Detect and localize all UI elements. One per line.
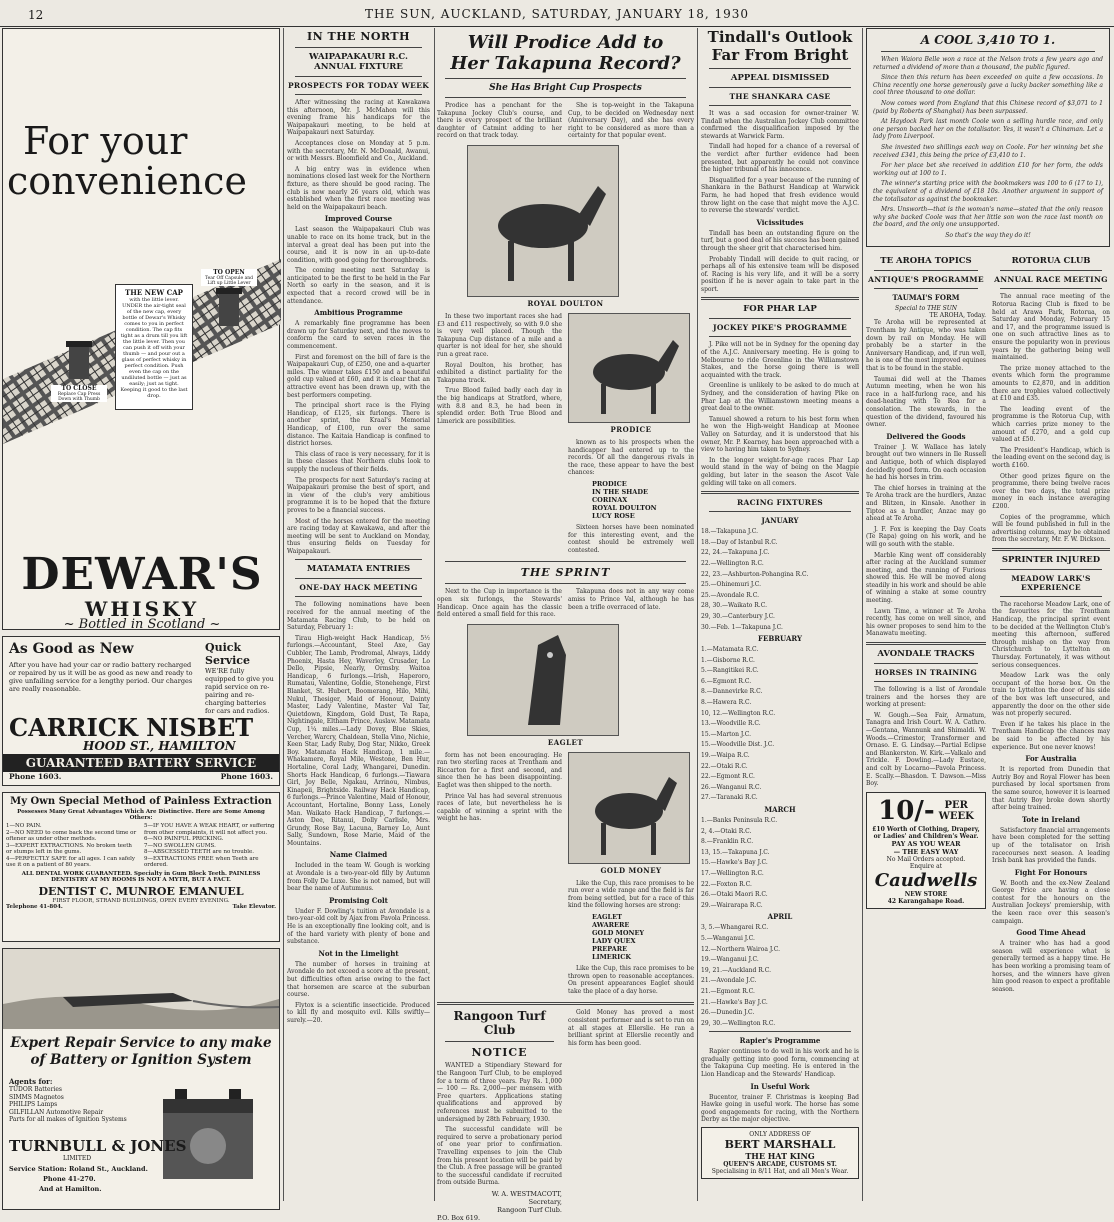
carrick-name: CARRICK NISBET	[9, 713, 254, 742]
pick-item: LADY QUEX	[592, 937, 636, 946]
royal-doulton-caption: ROYAL DOULTON	[527, 298, 604, 308]
subhead: In Useful Work	[750, 1081, 810, 1091]
article-paragraph: Flytox is a scientific insecticide. Produced to kill fly and mosquito evil. Kills swiftly—surely.—20.	[287, 1001, 430, 1024]
gold-money-photo	[568, 752, 690, 864]
rotorua-sub: ANNUAL RACE MEETING	[994, 275, 1108, 285]
aroha-dateline: TE AROHA, Today.	[929, 312, 986, 320]
rotorua-title: ROTORUA CLUB	[1011, 256, 1091, 267]
article-paragraph: Other good prizes figure on the programme, there being twelve races over the two days, the total prize money in each instance averaging £200.	[992, 472, 1110, 510]
fixtures-month: MARCH	[764, 805, 796, 814]
dentist-item: 8—ABSCESSED TEETH are no trouble.	[144, 849, 255, 855]
dewars-headline-1: For your	[23, 119, 188, 163]
phar-lap-title: FOR PHAR LAP	[743, 304, 817, 315]
aroha-special: Special to THE SUN	[894, 305, 958, 313]
rangoon-title: Rangoon Turf Club	[453, 1009, 546, 1038]
gold-money-caption: GOLD MONEY	[600, 865, 662, 875]
subhead: Delivered the Goods	[886, 431, 966, 441]
article-paragraph: Mrs. Unsworth—that is the woman's name—stated that the only reason why she backed Coole was that her little son won the race last month on the board, and the only one unsupported.	[873, 206, 1103, 229]
article-paragraph: J. Pike will not be in Sydney for the opening day of the A.J.C. Anniversary meeting. He is going to Melbourne to ride Greenline in the Williamstown Stakes, and the horse going there is well acquainted with the track.	[701, 341, 859, 379]
fixture-item: 5.—Wanganui J.C.	[701, 934, 755, 942]
to-open-text: Tear Off Capsule and Lift up Little Lever	[201, 276, 257, 286]
subhead: Tote in Ireland	[1022, 814, 1080, 824]
article-paragraph: Now comes word from England that this Chinese record of $3,071 to 1 (paid by Roberts of Shanghai) has been surpassed.	[873, 99, 1103, 115]
fixture-item: 2, 4.—Otaki R.C.	[701, 827, 752, 835]
matamata-title: MATAMATA ENTRIES	[306, 564, 411, 575]
fixture-item: 25.—Ohinemuri J.C.	[701, 581, 762, 589]
article-paragraph: W. Booth and the ex-New Zealand George Price are having a close contest for the honours on the Australian Jockeys' premiership, with the keen race over this season's campaign.	[992, 879, 1110, 925]
rangoon-po-box: P.O. Box 619.	[437, 1213, 481, 1222]
to-close-label: TO CLOSE	[51, 385, 107, 392]
fixture-item: 17.—Wellington R.C.	[701, 869, 764, 877]
prodice-subhead: She Has Bright Cup Prospects	[489, 83, 642, 93]
masthead: THE SUN, AUCKLAND, SATURDAY, JANUARY 18, 1930	[364, 7, 750, 21]
agents-box	[9, 1077, 139, 1124]
fixtures-month: JANUARY	[761, 516, 799, 526]
article-paragraph: Gold Money has proved a most consistent performer and is set to run on at all stages at Ellerslie. He ran a brilliant sprint at Ellerslie recently and his form has been good.	[568, 1009, 694, 1047]
article-paragraph: The prize money attached to the events which form the programme amounts to £2,870, and in addition there are trophies valued collectively at £10 and £35.	[992, 364, 1110, 403]
tindall-title-2: Far From Bright	[711, 46, 849, 64]
caudwells-address: 42 Karangahape Road.	[887, 897, 965, 905]
caudwells-line: PAY AS YOU WEAR	[891, 839, 961, 848]
new-cap-text: with the little lever. UNDER the air-tight seal of the new cap, every bottle of Dewar's Whisky comes to you in perfect condition. The cap fits tight as a drum till you lift the little lever. Then you can push it off with your thumb — and pour out a glass of perfect whisky in perfect condition. Push even the cap on the undiluted bottle — just as easily; just as tight. Keeping it good to the last drop.	[120, 297, 188, 399]
article-paragraph: After witnessing the racing at Kawakawa this afternoon, Mr. J. McMahon will this evening frame his handicaps for the Waipapakauri meeting, to be held at Waipapakauri next Saturday.	[287, 99, 430, 137]
fixture-item: 8.—Franklin R.C.	[701, 838, 754, 846]
fixture-item: 21.—Avondale J.C.	[701, 977, 757, 985]
fixture-item: 27.—Taranaki R.C.	[701, 794, 758, 802]
subhead: For Australia	[1025, 754, 1077, 764]
cool-title: A COOL 3,410 TO 1.	[920, 33, 1056, 47]
article-paragraph: Tamuel showed a return to his best form when he won the High-weight Handicap at Moonee Valley on Saturday, and it is understood that his owner, Mr. P. Kearney, has been approached with a view to having him taken to Sydney.	[701, 415, 859, 454]
dentist-item: 6—NO PAINFUL PRICKING.	[144, 836, 224, 842]
rangoon-paragraph: The successful candidate will be required to serve a probationary period of one year prior to confirmation. Travelling expenses to join the Club from his present location will be paid by the Club. A free passage will be granted to the successful candidate if recruited from outside Burma.	[437, 1126, 562, 1187]
article-paragraph: Satisfactory financial arrangements have been completed for the setting up of the totalisator on Irish racecourses next season. A leading Irish bank has provided the funds.	[992, 826, 1110, 865]
article-paragraph: Probably Tindall will decide to quit racing, or perhaps all of his extensive team will be disposed of. Racing is his very life, and it will be a sorry position if he is never again to take part in the sport.	[701, 255, 859, 293]
dentist-sub: Possesses Many Great Advantages Which Are Distinctive. Here are Some Among Others:	[17, 809, 265, 821]
article-paragraph: Royal Doulton, his brother, has exhibited a distinct partiality for the Takapuna track.	[437, 361, 562, 384]
dewars-headline-2: convenience	[7, 159, 247, 203]
quick-service-box	[205, 641, 275, 715]
fixture-item: 29.—Wairarapa R.C.	[701, 901, 763, 909]
fixture-item: 22, 24.—Takapuna J.C.	[701, 549, 770, 557]
subhead: Not in the Limelight	[318, 948, 399, 958]
caudwells-ad	[866, 792, 986, 909]
page-number: 12	[28, 8, 44, 22]
article-paragraph: True Blood failed badly each day in the big handicaps at Stratford, where, with 8.8 and 8.3, he had been in splendid order. Both True Blood and Limerick are possibilities.	[437, 387, 562, 425]
rangoon-signature: W. A. WESTMACOTT,	[491, 1189, 562, 1198]
article-paragraph: The coming meeting next Saturday is anticipated to be the first to be held in the Far North so early in the season, and it is expected that a record crowd will be in attendance.	[287, 267, 430, 305]
page-header	[0, 4, 1114, 27]
marshall-name: BERT MARSHALL	[724, 1138, 836, 1152]
article-paragraph: In the longer weight-for-age races Phar Lap would stand in the way of being on the Magpie gelding, but later in the season the Ascot Vale gelding will take on all comers.	[701, 456, 859, 487]
turnbull-headline: Expert Repair Service to any make of Battery or Ignition System	[10, 1035, 272, 1068]
article-paragraph: The number of horses in training at Avondale do not exceed a score at the present, but difficulties often arise owing to the fact that horsemen are scarce at the suburban course.	[287, 960, 430, 999]
sprinter-title: SPRINTER INJURED	[1001, 554, 1101, 565]
horse-icon	[569, 753, 689, 863]
pick-list	[592, 480, 694, 520]
pick-item: AWARERE	[592, 921, 630, 930]
dewars-product: WHISKY	[84, 597, 200, 621]
dentist-item: 2—NO NEED to come back the second time or oftener as under other methods.	[6, 829, 137, 842]
article-paragraph: Prodice has a penchant for the Takapuna Jockey Club's course, and there is every prospect of the brilliant daughter of Catmint adding to her record on that track today.	[437, 102, 562, 140]
battery-icon	[153, 1079, 273, 1189]
caudwells-price: 10/-	[878, 795, 935, 826]
eaglet-photo	[467, 624, 619, 736]
fixture-item: 3, 5.—Whangarei R.C.	[701, 924, 769, 932]
turnbull-station: Service Station: Roland St., Auckland.	[9, 1165, 148, 1173]
turnbull-hamilton: And at Hamilton.	[39, 1185, 102, 1193]
marshall-line: THE HAT KING	[745, 1151, 815, 1162]
fixture-item: 25.—Avondale R.C.	[701, 591, 760, 599]
article-paragraph: Prince Val has had several strenuous races of late, but nevertheless he is capable of winning a sprint with the weight he has.	[437, 792, 562, 823]
fixture-item: 26.—Otaki Maori R.C.	[701, 891, 768, 899]
caudwells-line: £10 Worth of Clothing, Drapery, or Ladies' and Children's Wear.	[872, 825, 980, 840]
carrick-phone-left: Phone 1603.	[9, 772, 62, 781]
subhead: Vicissitudes	[756, 217, 804, 227]
rangoon-notice: NOTICE	[471, 1046, 528, 1060]
agent-item: GILFILLAN Automotive Repair	[9, 1108, 104, 1116]
dewars-ad	[2, 28, 280, 630]
dewars-brand: DEWAR'S	[21, 549, 263, 600]
prodice-headline-1: Will Prodice Add to	[467, 32, 664, 53]
article-paragraph: Included in the team W. Gough is working at Avondale is a two-year-old filly by Autumn from Folly De Luxe. She is not named, but will bear the name of Autumnus.	[287, 862, 430, 893]
fixture-item: 12.—Northern Wairoa J.C.	[701, 945, 780, 953]
fixture-item: 1.—Matamata R.C.	[701, 646, 759, 654]
speedboat-illustration	[3, 949, 279, 1029]
horse-icon	[569, 314, 689, 422]
dentist-item: 4—PERFECTLY SAFE for all ages. I can safely use it on a patient of 80 years.	[6, 855, 136, 868]
article-paragraph: Takapuna does not in any way come amiss to Prince Val, although he has been a trifle overraced of late.	[568, 588, 694, 611]
fixture-item: 19.—Waipa R.C.	[701, 752, 750, 760]
tindall-sub1: APPEAL DISMISSED	[730, 73, 830, 83]
article-paragraph: For her place bet she received in addition £10 for her form, the odds working out at 100 to 1.	[873, 162, 1103, 177]
caudwells-line: Enquire at	[909, 862, 943, 870]
dentist-item: 3—EXPERT EXTRACTIONS. No broken teeth or stumps left in the gums.	[6, 842, 132, 855]
aroha-sub: ANTIQUE'S PROGRAMME	[868, 275, 984, 285]
rangoon-paragraph: WANTED a Stipendiary Steward for the Rangoon Turf Club, to be employed for a term of three years. Pay Rs. 1,000 — 100 — Rs. 2,000—per mensem with Free quarters. Applications stating qualifications and approved by references must be submitted to the undersigned by 28th February, 1930.	[437, 1062, 562, 1123]
fixture-item: 19, 21.—Auckland R.C.	[701, 966, 772, 974]
article-paragraph: known as to his prospects when the handicapper had entered up to the records. Of all the dangerous rivals in the race, these appear to have the best chances:	[568, 438, 694, 477]
article-paragraph: Acceptances close on Monday at 5 p.m. with the secretary, Mr. N. McDonald, Awanui, or with Messrs. Bloomfield and Co., Auckland.	[287, 139, 430, 163]
subhead: Name Claimed	[329, 850, 388, 860]
pick-item: EAGLET	[592, 913, 622, 922]
tindall-title-1: Tindall's Outlook	[707, 28, 853, 46]
article-paragraph: Since then this return has been exceeded on quite a few occasions. In China recently one horse generously gave a lucky backer something like a cool three thousand to one dollar.	[873, 74, 1103, 97]
fixture-item: 1.—Gisborne R.C.	[701, 656, 755, 664]
to-close-text: Replace Cap Press Down with Thumb	[51, 392, 107, 402]
article-paragraph: form has not been encouraging. He ran two sterling races at Trentham and Riccarton for a first and second, and since then he has been disappointing. Eaglet was then shipped to the north.	[437, 751, 562, 790]
carrick-address: HOOD ST., HAMILTON	[83, 739, 236, 753]
dentist-title: My Own Special Method of Painless Extraction	[10, 796, 272, 807]
fixture-item: 5.—Rangitikei R.C.	[701, 667, 759, 675]
ads-column	[2, 28, 280, 1201]
quick-service-title: Quick Service	[205, 641, 251, 667]
carrick-title: As Good as New	[9, 641, 134, 657]
carrick-guaranteed: GUARANTEED BATTERY SERVICE	[3, 754, 279, 772]
dentist-ad	[2, 792, 280, 942]
subhead: Promising Colt	[329, 895, 388, 905]
dentist-telephone: Telephone 41-804.	[6, 903, 63, 910]
fixture-item: 8.—Hawera R.C.	[701, 699, 752, 707]
fixture-item: 29, 30.—Canterbury J.C.	[701, 612, 775, 620]
fixture-item: 18.—Takapuna J.C.	[701, 528, 759, 536]
article-paragraph: The chief horses in training at the Te Aroha track are the hurdlers, Anzac and Blitzen, in Kinsale. Another in Tiptoe as a hurdler, Anzac may go ahead at Te Aroha.	[866, 484, 986, 523]
marshall-line: QUEEN'S ARCADE, CUSTOMS ST.	[723, 1161, 837, 1169]
marshall-line: ONLY ADDRESS OF	[749, 1131, 811, 1139]
agents-title: Agents for:	[9, 1077, 53, 1086]
avondale-sub: HORSES IN TRAINING	[874, 668, 978, 678]
quick-service-text: WE'RE fully equipped to give you rapid service on re-pairing and re-charging batteries for cars and radios.	[205, 667, 274, 715]
pick-item: PREPARE	[592, 945, 628, 954]
article-paragraph: The prospects for next Saturday's racing at Waipapakauri promise the best of sport, and in view of the club's very ambitious programme it is to be hoped that the fixture proves to be a financial success.	[287, 476, 430, 514]
entries-list: Tirau High-weight Hack Handicap, 5½ furlongs.—Accountant, Steel Axe, Gay Cubbler, The Lamb, Prodromal, Always, Liddy Phoenix, Hasta Hey, Waverley, Crusader, Lo Dello, Pipsie, Nearly, Ormsby. Waitoa Handicap, 6 furlongs.—Irish, Haperoro, Rumatau, Valentine, Goldie, Stonehenge, First Blanket, St. Hubert, Boomerang, Hilo, Mihi, Nukul, Thesiger, Maid of Honour, Dainty Master, Lady Valentine, Master Val Tar, Quietdown, Kingdom, Gold Dust, Te Rapa, Nightingale, Eltham Prince, Auslaw. Matamata Cup, 1¼ miles.—Lady Dovey, Blue Skies, Vercher, Warcry, Chaldean, Stella Vino, Nichie, Keen Star, Lady Ruby, Dog Star, Nikko, Greek Boy. Matamata Hack Handicap, 1 mile.—Whakamere, Royal Mile, Westone, Ben Hur, Hortaline, Coral Lady, Whangarei, Dunedin. Shorts Hack Handicap, 6 furlongs.—Tiawara Girl, Joy Belle, Ngakau, Arrinou, Nimbus, Kinapeii, Brightside. Railway Hack Handicap, 6 furlongs.—Prince Valentine, Maid of Honour, Accountant, Hortaline, Bonny Lass, Lonely Man. Waikato Hack Handicap, 7 furlongs.—Aston Dee, Ritanui, Dolly Carlisle, Mrs. Grundy, Rose Bay, Lacuna, Barney Lo, Aunt Sally, Sundown, Rose Marie, Maid of the Mountains.	[287, 634, 430, 847]
article-paragraph: Disqualified for a year because of the running of Shankara in the Bathurst Handicap at Warwick Farm, he had hoped that fresh evidence would throw light on the case that might move the A.J.C. to reverse the stewards' verdict.	[701, 176, 859, 215]
article-paragraph: Tindall has been an outstanding figure on the turf, but a good deal of his success has been gained through the sheer grit that characterised him.	[701, 229, 859, 252]
dentist-address: FIRST FLOOR, STRAND BUILDINGS, OPEN EVERY EVENING.	[52, 897, 230, 904]
aroha-sub2: TAUMAI'S FORM	[892, 293, 960, 303]
fixture-item: 13, 15.—Takapuna J.C.	[701, 848, 770, 856]
pick-item: IN THE SHADE	[592, 487, 648, 496]
fixture-item: 26.—Dunedin J.C.	[701, 1009, 755, 1017]
pick-item: LUCY ROSE	[592, 511, 635, 520]
fixture-item: 1.—Banks Peninsula R.C.	[701, 817, 778, 824]
article-paragraph: Trainer J. W. Wallace has lately brought out two winners in Ile Russell and Antique, both of which displayed decidedly good form. On each occasion he had his horses in trim.	[866, 443, 986, 482]
caudwells-per: PER	[944, 799, 968, 811]
article-paragraph: Like the Cup, this race promises to be thrown open to reasonable acceptances. On present appearances Eaglet should take the place of a day horse.	[568, 965, 694, 995]
prodice-caption: PRODICE	[610, 424, 652, 434]
article-paragraph: Lawn Time, a winner at Te Aroha recently, has come on well since, and his owner proposes to send him to the Manawatu meeting.	[866, 607, 986, 638]
caudwells-week: WEEK	[938, 810, 974, 822]
carrick-nisbet-ad	[2, 636, 280, 786]
north-subtitle: WAIPAPAKAURI R.C. ANNUAL FIXTURE	[309, 52, 408, 72]
article-paragraph: The leading event of the programme is the Rotorua Cup, with which carries prize money to the amount of £270, and a gold cup valued at £50.	[992, 405, 1110, 444]
fixture-item: 30.—Feb. 1—Takapuna J.C.	[701, 623, 783, 631]
fixtures-month: APRIL	[767, 912, 793, 922]
racing-column-north	[287, 28, 430, 1201]
fixture-item: 21.—Hawke's Bay J.C.	[701, 998, 768, 1006]
fixture-item: 28, 30.—Waikato R.C.	[701, 602, 767, 610]
racing-column-right	[866, 28, 1110, 1201]
subhead: Fight For Honours	[1014, 867, 1088, 877]
article-paragraph: Meadow Lark was the only occupant of the horse box. On the train to Lyttelton the door of his side of the box was left unsecured, and apparently the door on the other side was not properly secured.	[992, 672, 1110, 718]
caudwells-line: No Mail Orders accepted.	[886, 855, 966, 863]
sprinter-sub: MEADOW LARK'S EXPERIENCE	[1011, 573, 1091, 592]
tindall-sub2: THE SHANKARA CASE	[729, 92, 831, 101]
pick-item: CORINAX	[592, 495, 628, 504]
carrick-phone-right: Phone 1603.	[220, 772, 273, 781]
bottle-cap-icon	[51, 339, 107, 381]
fixture-item: 13.—Woodville R.C.	[701, 720, 761, 728]
horse-icon	[468, 146, 618, 296]
dentist-guarantee: ALL DENTAL WORK GUARANTEED. Specialty in Gum Block Teeth. PAINLESS DENTISTRY AT MY ROOMS IS NOT A MYTH, BUT A FACT.	[21, 870, 261, 883]
article-paragraph: Bucentor, trainer F. Christmas is keeping Bad Hawke going in useful work. The horse has some good engagements for racing, with the Northern Derby as the major objective.	[701, 1093, 859, 1124]
fixture-item: 21.—Egmont R.C.	[701, 987, 755, 995]
article-paragraph: So that's the way they do it!	[945, 231, 1031, 239]
north-title: IN THE NORTH	[307, 30, 410, 43]
new-cap-title: THE NEW CAP	[125, 288, 183, 297]
fixture-item: 22.—Otaki R.C.	[701, 762, 748, 770]
article-paragraph: J. F. Fox is keeping the Day Coats (Te Rapa) going on his work, and he will go south with the stable.	[866, 525, 986, 548]
dentist-item: 9—EXTRACTIONS FREE when Teeth are ordered.	[144, 855, 259, 868]
marshall-line: Specialising in 8/11 Hat, and all Men's Wear.	[711, 1168, 849, 1176]
dentist-item: 1—NO PAIN.	[6, 823, 42, 829]
fixture-item: 15.—Woodville Dist. J.C.	[701, 741, 775, 749]
rangoon-signature: Secretary,	[528, 1197, 562, 1206]
fixture-item: 26.—Wanganui R.C.	[701, 783, 762, 791]
article-paragraph: A remarkably fine programme has been drawn up for Saturday next, and the moves to conform the card to seven races in the commencement.	[287, 320, 430, 351]
pick-item: GOLD MONEY	[592, 929, 645, 938]
article-paragraph: Taumai did well at the Thames Autumn meeting, when he won his race in a half-furlong race, and his dead-heating with Te Roa for a consolation. The stewards, in the question of the dividend, favoured his owner.	[866, 375, 986, 429]
article-paragraph: The following is a list of Avondale trainers and the horses they are working at present:	[866, 686, 986, 709]
phar-lap-sub: JOCKEY PIKE'S PROGRAMME	[712, 323, 848, 333]
racing-fixtures-title: RACING FIXTURES	[736, 498, 824, 508]
turnbull-phone: Phone 41-270.	[43, 1175, 96, 1183]
turnbull-jones-ad	[2, 948, 280, 1210]
article-paragraph: The President's Handicap, which is the leading event on the second day, is worth £160.	[992, 446, 1110, 469]
article-paragraph: The winner's starting price with the bookmakers was 100 to 6 (17 to 1), the equivalent of a dividend of £18 10s. Another argument in support of the totalisator as against the bookmaker.	[873, 180, 1103, 203]
article-paragraph: The annual race meeting of the Rotorua Racing Club is fixed to be held at Arawa Park, Rotorua, on Saturday and Monday, February 15 and 17, and the programme issued is one on such attractive lines as to ensure the popularity won in previous years by the gathering being well maintained.	[992, 293, 1110, 362]
prodice-headline-2: Her Takapuna Record?	[450, 53, 681, 74]
article-paragraph: Last season the Waipapakauri Club was unable to race on its home track, but in the interval a great deal has been put into the course, and it is now in an up-to-date condition, with good going for thoroughbreds.	[287, 226, 430, 264]
pick-item: PRODICE	[592, 479, 627, 488]
article-paragraph: A big entry was in evidence when nominations closed last week for the Northern fixture, as there should be good racing. The club is now nearly 26 years old, which was established when the first race meeting was held on the Waipapakauri beach.	[287, 165, 430, 211]
fixture-item: 15.—Hawke's Bay J.C.	[701, 859, 768, 867]
article-paragraph: She invested two shillings each way on Coole. For her winning bet she received £341, this being the price of £3,410 to 1.	[873, 143, 1103, 159]
agent-item: TUDOR Batteries	[9, 1086, 62, 1093]
subhead: Improved Course	[324, 214, 393, 224]
article-paragraph: The racehorse Meadow Lark, one of the favourites for the Trentham Handicap, the principal sprint event to be decided at the Wellington Club's meeting this afternoon, suffered through mishap on the way from Christchurch to Lyttelton on Thursday. Fortunately, it was without serious consequences.	[992, 600, 1110, 669]
article-paragraph: Marble King went off considerably after racing at the Auckland summer meeting, and the running of Furious showed this. He will be moved along steadily in his work and should be able of winning a stake at some country meeting.	[866, 551, 986, 605]
pick-list	[592, 913, 694, 961]
fixture-item: 29, 30.—Wellington R.C.	[701, 1019, 776, 1027]
aroha-title: TE AROHA TOPICS	[880, 256, 972, 267]
rotorua-column	[992, 253, 1110, 1213]
fixture-item: 8.—Dannevirke R.C.	[701, 688, 763, 696]
article-paragraph: Even if he takes his place in the Trentham Handicap the chances may be said to be affected by his experience. But one never knows!	[992, 720, 1110, 751]
article-paragraph: It was a sad occasion for owner-trainer W. Tindall when the Australian Jockey Club committee confirmed the disqualification imposed by the stewards at Warwick Farm.	[701, 110, 859, 140]
prodice-photo	[568, 313, 690, 423]
subhead: Ambitious Programme	[314, 308, 403, 318]
fixtures-month: FEBRUARY	[758, 634, 802, 644]
avondale-title: AVONDALE TRACKS	[877, 649, 975, 660]
article-paragraph: Copies of the programme, which will be found published in full in the advertising columns, may be obtained from the secretary, Mr. F. W. Dickson.	[992, 513, 1110, 544]
caudwells-line: — THE EASY WAY	[893, 847, 959, 856]
agent-item: PHILIPS Lamps	[9, 1101, 58, 1108]
agent-item: SIMMS Magnetos	[9, 1093, 64, 1101]
eaglet-caption: EAGLET	[547, 737, 584, 747]
article-paragraph: First and foremost on the bill of fare is the Waipapakauri Cup, of £250, one and a-quarter miles. The winner takes £150 and a beautiful gold cup valued at £60, and it is clear that an attractive event has been drawn up, with the best performers competing.	[287, 353, 430, 399]
article-paragraph: Sixteen horses have been nominated for this interesting event, and the contest should be extremely well contested.	[568, 523, 694, 554]
turnbull-limited: LIMITED	[63, 1155, 92, 1162]
fixture-item: 22.—Foxton R.C.	[701, 880, 752, 888]
fixture-item: 6.—Egmont R.C.	[701, 677, 752, 685]
article-paragraph: A trainer who has had a good season will experience what is generally termed as a happy time. He has been working a promising team of horses, and the winners have given him good reason to expect a profitable season.	[992, 940, 1110, 993]
prodice-feature	[437, 28, 694, 1222]
caudwells-brand: Caudwells	[874, 869, 978, 891]
to-open-label: TO OPEN	[201, 269, 257, 276]
article-paragraph: The following nominations have been received for the annual meeting of the Matamata Racing Club, to be held on Saturday, February 1:	[287, 601, 430, 632]
article-paragraph: When Waiora Belle won a race at the Nelson trots a few years ago and returned a dividend of more than a thousand, the public figured.	[873, 56, 1103, 71]
trainers-list: W. Gough.—Sea Fair, Armatum, Tanagra and Irish Court. W. A. Cathro.—Gentana, Wannunk and Shimaldi. W. Woods.—Crimestor, Transformer and Ornaso. E. G. Lindsay.—Partial Eclipse and Blankerston. W. Kirk.—Valkalo and Trickle. F. Dowling.—Lady Eustace, and colt by Locarno—Pavola Princess. E. Scally.—Bhasdon. T. Dawson.—Miss Boy.	[866, 711, 986, 788]
fixture-item: 22.—Wellington R.C.	[701, 559, 764, 567]
fixture-item: 22.—Egmont R.C.	[701, 773, 755, 781]
article-paragraph: In these two important races she had £3 and £11 respectively, so with 9.0 she is very well placed. Though the Takapuna Cup distance of a mile and a quarter is not ideal for her, she should run a great race.	[437, 312, 562, 358]
article-paragraph: Under F. Dowling's tuition at Avondale is a two-year-old colt by Ajax from Pavola Princess. He is an exceptionally fine looking colt, and is of the hard variety with plenty of bone and substance.	[287, 907, 431, 946]
subhead: Good Time Ahead	[1016, 928, 1086, 938]
fixture-item: 15.—Marton J.C.	[701, 730, 752, 738]
royal-doulton-photo	[467, 145, 619, 297]
article-paragraph: Most of the horses entered for the meeting are racing today at Kawakawa, and after the meeting will be sent to Auckland on Monday, thus ensuring fields on Tuesday for Waipapakauri.	[287, 517, 430, 555]
bottle-top-icon	[201, 286, 257, 328]
article-paragraph: She is top-weight in the Takapuna Cup, to be decided on Wednesday next (Anniversary Day), and she has every right to be considered as more than a certainty for that popular event.	[568, 102, 694, 140]
article-paragraph: It is reported from Dunedin that Autriy Boy and Royal Flower has been purchased by local sportsmen from the same source, however it is learned that Autriy Boy broke down shortly after being trained.	[992, 766, 1110, 812]
bert-marshall-ad	[701, 1127, 859, 1179]
article-paragraph: At Haydock Park last month Coole won a selling hurdle race, and only one person backed her on the totalisator. Yes, it wasn't a Chinaman. Let a lady from Liverpool.	[873, 118, 1103, 141]
north-prospects: PROSPECTS FOR TODAY WEEK	[287, 81, 430, 90]
turnbull-name: TURNBULL & JONES	[9, 1137, 187, 1155]
te-aroha-column	[866, 253, 986, 1213]
pick-item: LIMERICK	[592, 953, 632, 962]
to-close-box	[51, 339, 107, 407]
agent-item: Parts for all makes of Ignition Systems	[9, 1116, 127, 1123]
article-paragraph: Like the Cup, this race promises to be run over a wide range and the field is far from being settled, but for a race of this kind the following horses are strong:	[568, 879, 694, 910]
horse-head-icon	[468, 625, 618, 735]
fixture-item: 19.—Wanganui J.C.	[701, 956, 759, 964]
dentist-name: DENTIST C. MUNROE EMANUEL	[38, 884, 244, 898]
dentist-item: 5—IF YOU HAVE A WEAK HEART, or suffering from other complaints, it will not affect you.	[144, 823, 275, 836]
carrick-text: After you have had your car or radio battery recharged or repaired by us it will be as good as new and ready to give unfailing service for a lengthy period. Our charges are really reasonable.	[9, 661, 193, 693]
to-open-box	[201, 269, 257, 337]
dentist-item: 7—NO SWOLLEN GUMS.	[144, 842, 216, 849]
matamata-sub: ONE-DAY HACK MEETING	[299, 583, 418, 593]
pick-item: ROYAL DOULTON	[592, 503, 657, 512]
article-paragraph: Rapier continues to do well in his work and he is gradually getting into good form, commencing at the Takapuna Cup meeting. He is entered in the Lion Handicap and the Stewards' Handicap.	[701, 1048, 859, 1079]
fixture-item: 10, 12.—Wellington R.C.	[701, 709, 776, 717]
cool-odds-box	[866, 28, 1110, 247]
subhead: Rapier's Programme	[739, 1036, 821, 1046]
dentist-note: Take Elevator.	[232, 903, 276, 910]
article-paragraph: Te Aroha will be represented at Trentham by Antique, who was taken down by rail on Monday. He will probably be a starter in the Anniversary Handicap, and, if run well, he is one of the most improved equines that is to be found in the stable.	[866, 319, 986, 373]
dewars-tagline: ~ Bottled in Scotland ~	[63, 617, 221, 632]
fixture-item: 18.—Day of Istanbul R.C.	[701, 538, 778, 546]
article-paragraph: The principal short race is the Flying Handicap, of £125, six furlongs. There is another sprint, the Kraal's Memorial Handicap, of £100, run over the same distance. The Kaitaia Handicap is confined to district horses.	[287, 402, 430, 448]
new-cap-box	[115, 284, 193, 410]
caudwells-store: NEW STORE	[904, 890, 948, 898]
fixture-item: 22, 23.—Ashburton-Pohangina R.C.	[701, 570, 809, 578]
article-paragraph: Tindall had hoped for a chance of a reversal of the verdict after further evidence had been presented, but apparently he could not convince the higher tribunal of his innocence.	[701, 143, 859, 174]
article-paragraph: Next to the Cup in importance is the open six furlongs, the Stewards' Handicap. Once again has the classic field entered a small field for this race.	[437, 588, 562, 619]
article-paragraph: Greenline is unlikely to be asked to do much at Sydney, and the consideration of having Pike on Phar Lap at the Williamstown meeting means a great deal to the owner.	[701, 382, 859, 413]
rangoon-signature: Rangoon Turf Club.	[497, 1205, 562, 1214]
racing-column-tindall	[701, 28, 859, 1201]
sprint-title: THE SPRINT	[520, 566, 611, 580]
article-paragraph: This class of race is very necessary, for it is in these classes that Northern clubs look to supply the nucleus of their fields.	[287, 450, 430, 473]
